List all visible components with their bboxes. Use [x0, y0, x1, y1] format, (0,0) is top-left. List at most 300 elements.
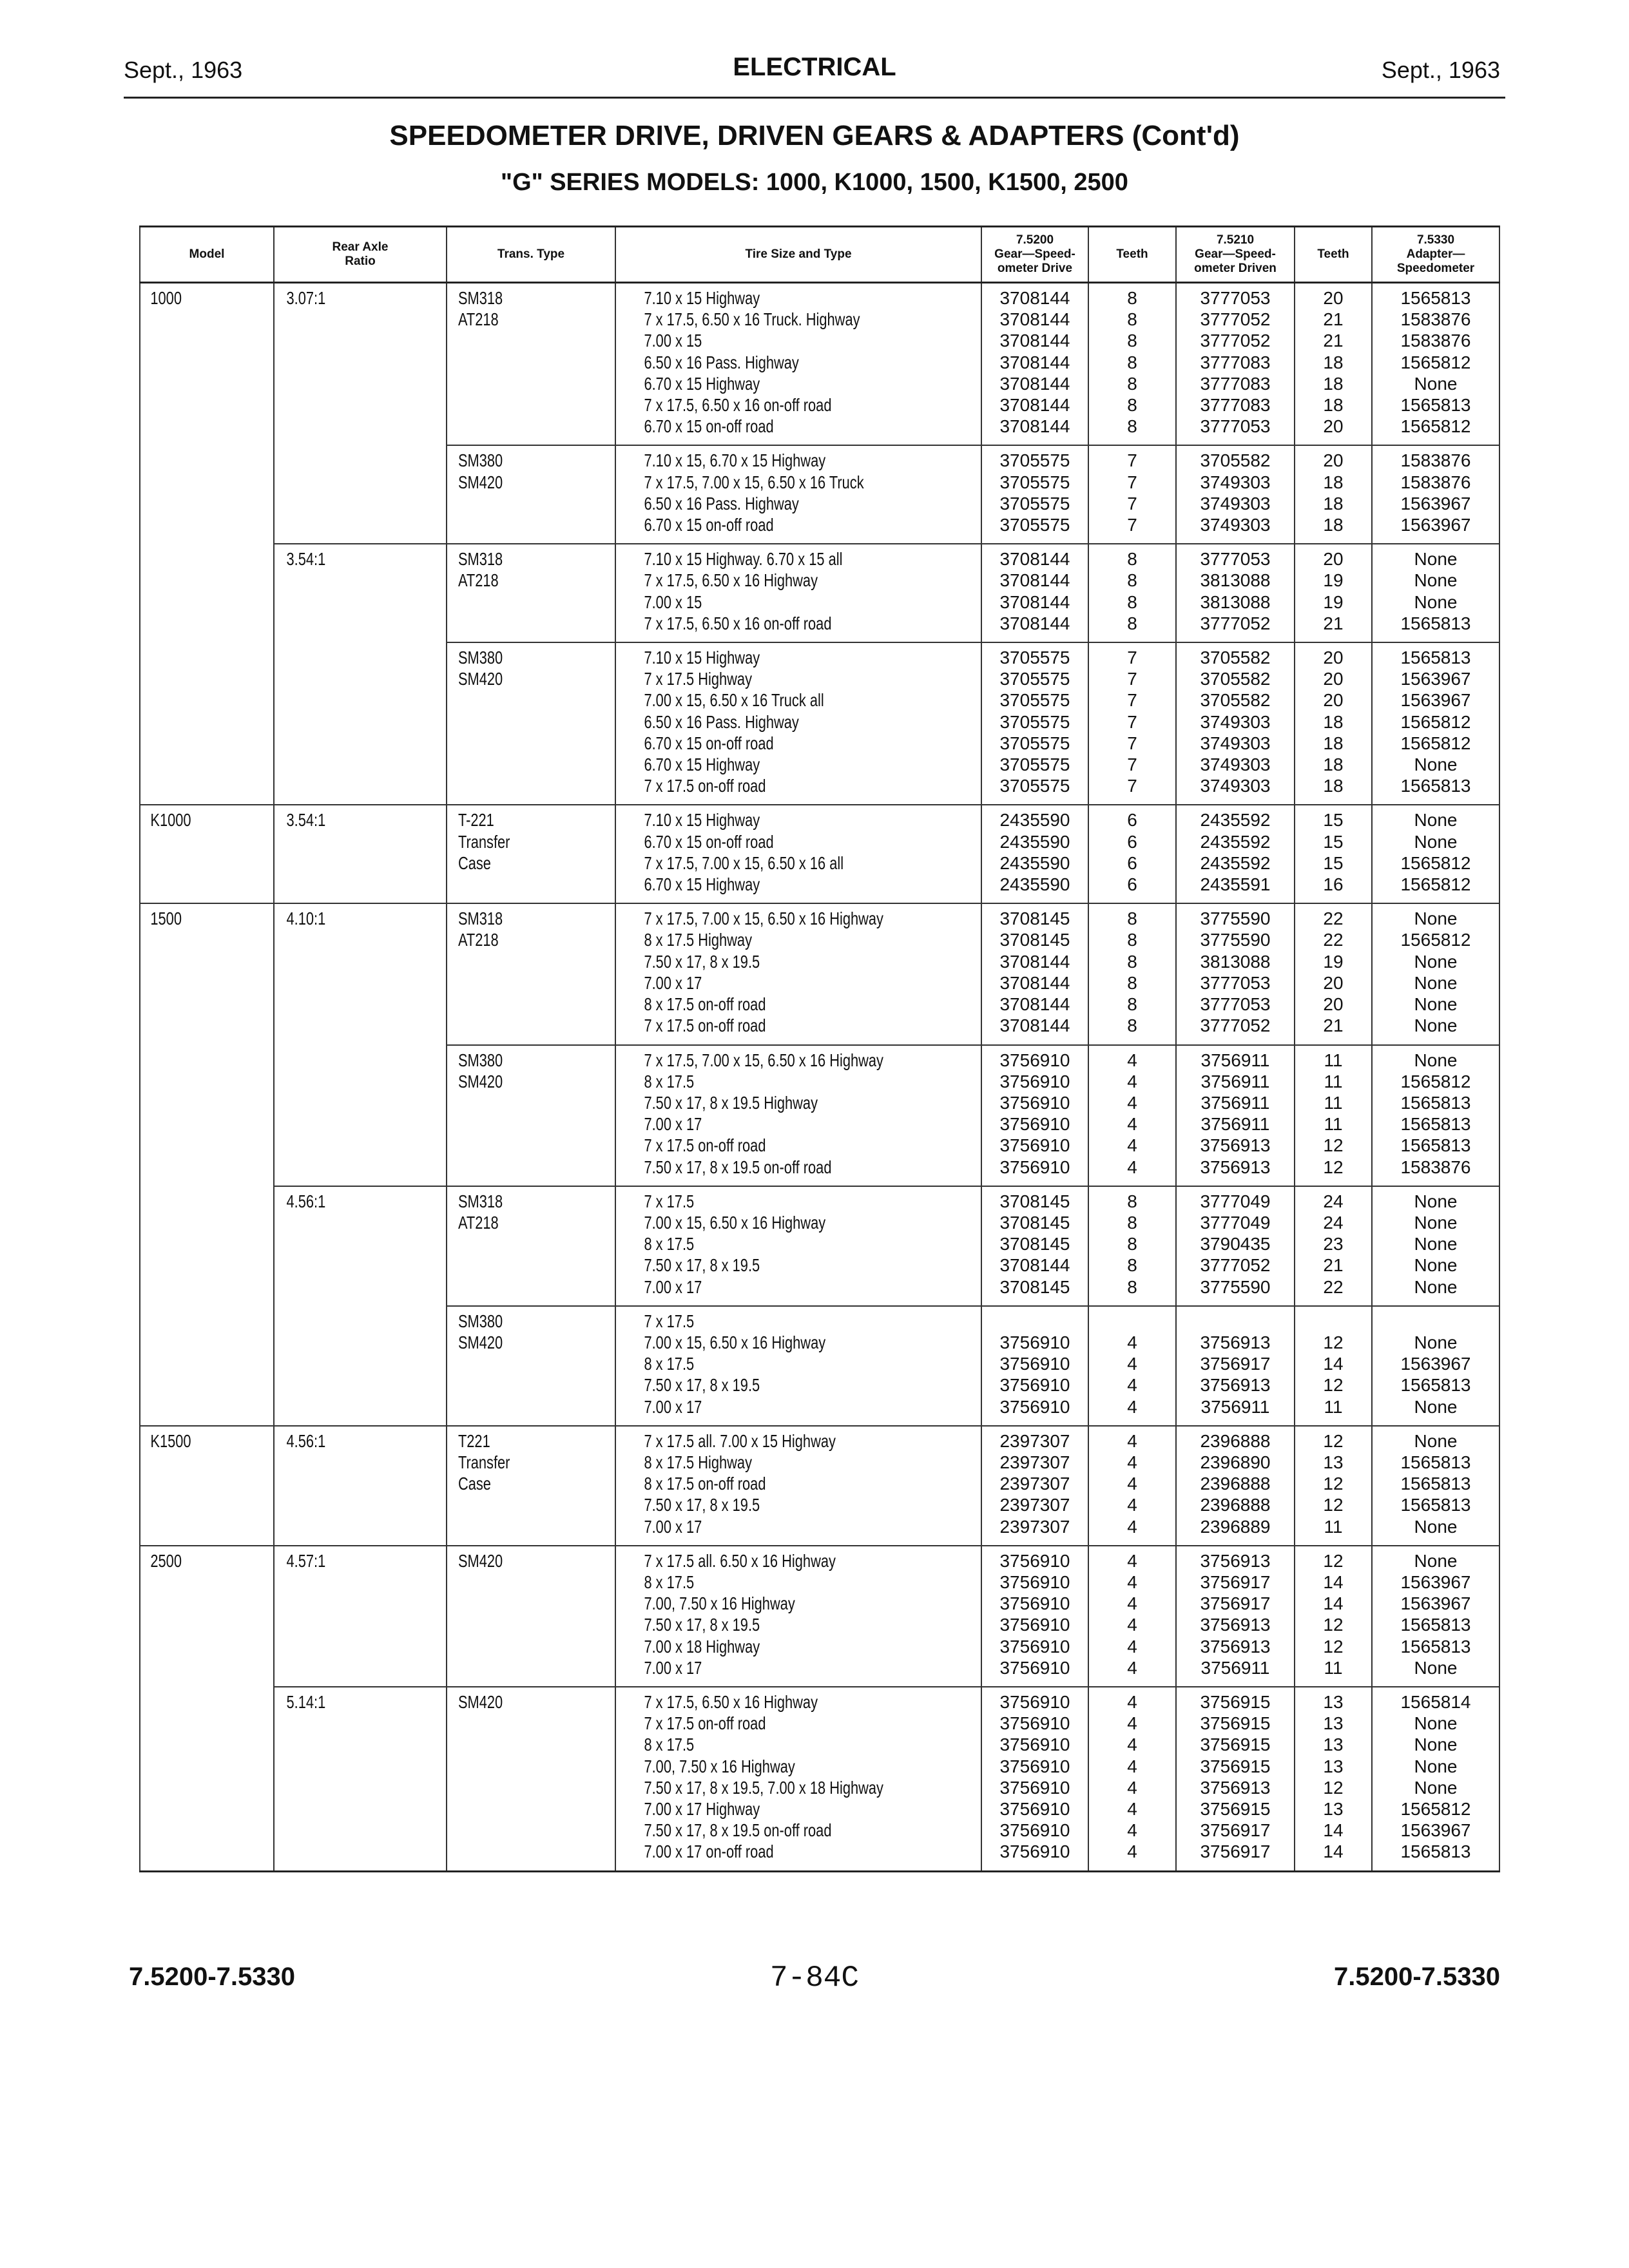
drive-value: 3708144: [999, 613, 1070, 633]
teeth2-value: 11: [1324, 1396, 1343, 1417]
ratio-value: 4.56:1: [286, 1191, 326, 1211]
drive-value: 3756910: [999, 1396, 1070, 1417]
drive-value: 2435590: [999, 852, 1070, 873]
driven-value: 3749303: [1200, 472, 1271, 492]
adapter-value: None: [1414, 1255, 1458, 1276]
adapter-value: 1563967: [1400, 515, 1471, 535]
cell-adapter: [1372, 1186, 1499, 1306]
adapter-value: None: [1414, 1212, 1458, 1233]
teeth1-value: 4: [1127, 1713, 1137, 1734]
drive-value: 3705575: [999, 472, 1070, 492]
driven-value: 2396890: [1200, 1452, 1271, 1472]
driven-value: 3749303: [1200, 493, 1271, 514]
driven-value: 3756913: [1200, 1550, 1271, 1571]
adapter-value: None: [1414, 373, 1458, 394]
teeth1-value: 4: [1127, 1396, 1137, 1417]
table-header-row: [140, 227, 1499, 283]
tires-value: 6.50 x 16 Pass. Highway: [644, 711, 799, 732]
drive-value: 3708144: [999, 416, 1070, 437]
cell-tires: [615, 1186, 901, 1306]
tires-value: 7 x 17.5: [644, 1311, 695, 1331]
tires-value: 7.10 x 15, 6.70 x 15 Highway: [644, 450, 826, 471]
teeth1-value: 4: [1127, 1430, 1137, 1451]
cell-tires: [615, 1546, 901, 1687]
drive-value: 3756910: [999, 1820, 1070, 1841]
cell-drive: [981, 1546, 1088, 1687]
adapter-value: None: [1414, 810, 1458, 831]
cell-teeth1: [1088, 1306, 1176, 1426]
tires-value: 6.50 x 16 Pass. Highway: [644, 352, 799, 372]
cell-ratio: [274, 544, 409, 642]
adapter-value: 1565813: [1400, 288, 1471, 308]
cell-trans: [447, 1186, 578, 1306]
model-value: 2500: [150, 1550, 182, 1571]
tires-value: 7 x 17.5 Highway: [644, 669, 753, 689]
tires-value: 7.50 x 17, 8 x 19.5 on-off road: [644, 1157, 832, 1177]
cell-teeth2: [1295, 1045, 1372, 1186]
adapter-value: 1565812: [1400, 852, 1471, 873]
cell-teeth2: [1295, 642, 1372, 805]
teeth1-value: 4: [1127, 1495, 1137, 1515]
cell-model: [140, 283, 244, 446]
driven-value: 3756917: [1200, 1820, 1271, 1841]
driven-value: 3775590: [1200, 908, 1271, 929]
teeth2-value: 12: [1323, 1375, 1344, 1396]
teeth1-value: 4: [1127, 1071, 1137, 1091]
adapter-value: None: [1414, 754, 1458, 775]
adapter-value: 1563967: [1400, 1820, 1471, 1841]
footer-right-code: 7.5200-7.5330: [1333, 1963, 1500, 1991]
adapter-value: 1565812: [1400, 416, 1471, 437]
adapter-value: 1565812: [1400, 1071, 1471, 1091]
cell-trans: [447, 1306, 578, 1426]
cell-teeth2: [1295, 1186, 1372, 1306]
drive-value: 3708144: [999, 1015, 1070, 1036]
driven-value: 3749303: [1200, 776, 1271, 796]
cell-model: [140, 544, 244, 642]
drive-value: 3756910: [999, 1114, 1070, 1135]
cell-model: [140, 1045, 244, 1186]
drive-value: 2435590: [999, 831, 1070, 852]
adapter-value: None: [1414, 1756, 1458, 1776]
teeth1-value: 8: [1127, 994, 1137, 1015]
cell-teeth2: [1295, 283, 1372, 446]
teeth1-value: 4: [1127, 1375, 1137, 1396]
adapter-value: 1565813: [1400, 1636, 1471, 1657]
model-value: [150, 449, 244, 470]
adapter-value: 1565813: [1400, 395, 1471, 416]
driven-value: 3775590: [1200, 1276, 1271, 1297]
tires-value: 6.70 x 15 Highway: [644, 874, 760, 895]
cell-adapter: [1372, 445, 1499, 544]
cell-drive: [981, 1186, 1088, 1306]
adapter-value: None: [1414, 1735, 1458, 1755]
driven-value: 3775590: [1200, 930, 1271, 950]
tires-value: 7.00 x 17: [644, 1516, 702, 1537]
table-row: [140, 805, 1499, 903]
drive-value: 3708144: [999, 994, 1070, 1015]
adapter-value: 1583876: [1400, 472, 1471, 492]
adapter-value: None: [1414, 908, 1458, 929]
drive-value: 3756910: [999, 1550, 1070, 1571]
cell-teeth1: [1088, 445, 1176, 544]
cell-driven: [1176, 903, 1295, 1044]
driven-value: 3756913: [1200, 1615, 1271, 1635]
teeth2-value: 15: [1323, 831, 1344, 852]
cell-ratio: [274, 1186, 409, 1306]
drive-value: 2435590: [999, 810, 1070, 831]
tires-value: 8 x 17.5: [644, 1354, 695, 1374]
adapter-value: None: [1414, 994, 1458, 1015]
table-row: [140, 903, 1499, 1044]
cell-drive: [981, 1045, 1088, 1186]
cell-teeth1: [1088, 1426, 1176, 1546]
cell-ratio: [274, 1687, 409, 1871]
driven-value: 3777052: [1200, 309, 1271, 330]
teeth2-value: 18: [1323, 776, 1344, 796]
tires-value: 7.10 x 15 Highway: [644, 648, 760, 668]
teeth2-value: 13: [1323, 1799, 1344, 1819]
drive-value: 3756910: [999, 1071, 1070, 1091]
driven-value: 3777053: [1200, 416, 1271, 437]
tires-value: 7.00 x 17: [644, 1276, 702, 1297]
drive-value: 3756910: [999, 1135, 1070, 1156]
trans-value: SM420: [458, 1550, 503, 1571]
teeth1-value: [1089, 1311, 1175, 1332]
teeth1-value: 8: [1127, 591, 1137, 612]
teeth2-value: 18: [1323, 352, 1344, 372]
teeth2-value: 12: [1323, 1430, 1344, 1451]
drive-value: 3756910: [999, 1657, 1070, 1678]
teeth2-value: 11: [1324, 1516, 1343, 1537]
tires-value: 7.00, 7.50 x 16 Highway: [644, 1593, 795, 1614]
teeth2-value: 14: [1323, 1571, 1344, 1592]
teeth2-value: 14: [1323, 1841, 1344, 1862]
drive-value: 3708145: [999, 1191, 1070, 1211]
driven-value: 3756913: [1200, 1135, 1271, 1156]
cell-ratio: [274, 1546, 409, 1687]
driven-value: 3756915: [1200, 1691, 1271, 1712]
drive-value: 3708144: [999, 972, 1070, 993]
trans-value: SM420: [458, 1071, 503, 1091]
drive-value: 3705575: [999, 690, 1070, 711]
adapter-value: None: [1414, 570, 1458, 591]
drive-value: 3708144: [999, 288, 1070, 308]
teeth2-value: 14: [1323, 1354, 1344, 1374]
trans-value: SM318: [458, 288, 503, 308]
drive-value: 3705575: [999, 754, 1070, 775]
driven-value: 3749303: [1200, 515, 1271, 535]
tires-value: 7.50 x 17, 8 x 19.5: [644, 1375, 760, 1396]
driven-value: 3756917: [1200, 1841, 1271, 1862]
drive-value: 3708145: [999, 1234, 1070, 1254]
cell-ratio: [274, 903, 409, 1044]
drive-value: 3756910: [999, 1841, 1070, 1862]
driven-value: 3756917: [1200, 1354, 1271, 1374]
drive-value: 2397307: [999, 1430, 1070, 1451]
drive-value: 3708144: [999, 549, 1070, 570]
adapter-value: 1565812: [1400, 930, 1471, 950]
driven-value: 3756911: [1200, 1657, 1270, 1678]
drive-value: 3705575: [999, 669, 1070, 689]
header-left-date: Sept., 1963: [124, 57, 243, 83]
model-value: 1500: [150, 908, 182, 929]
teeth2-value: 18: [1323, 395, 1344, 416]
drive-value: 3756910: [999, 1756, 1070, 1776]
teeth2-value: 20: [1323, 994, 1344, 1015]
teeth1-value: 7: [1127, 515, 1137, 535]
adapter-value: 1565813: [1400, 776, 1471, 796]
cell-trans: [447, 1426, 578, 1546]
drive-value: 3705575: [999, 733, 1070, 753]
driven-value: 3756915: [1200, 1799, 1271, 1819]
cell-tires: [615, 805, 901, 903]
cell-model: [140, 1306, 244, 1426]
trans-value: SM420: [458, 472, 503, 492]
teeth1-value: 7: [1127, 669, 1137, 689]
adapter-value: 1565812: [1400, 874, 1471, 895]
cell-drive: [981, 903, 1088, 1044]
teeth2-value: 20: [1323, 669, 1344, 689]
drive-value: 3756910: [999, 1799, 1070, 1819]
driven-value: 3777083: [1200, 395, 1271, 416]
adapter-value: None: [1414, 1276, 1458, 1297]
drive-value: 3756910: [999, 1777, 1070, 1798]
ratio-value: [287, 449, 409, 470]
col-header-drive-gear: 7.5200 Gear—Speed- ometer Drive: [981, 227, 1088, 283]
adapter-value: 1565813: [1400, 648, 1471, 668]
col-header-trans: Trans. Type: [447, 227, 615, 283]
teeth1-value: 8: [1127, 1234, 1137, 1254]
adapter-value: 1563967: [1400, 1571, 1471, 1592]
tires-value: 7 x 17.5, 6.50 x 16 Highway: [644, 1691, 818, 1712]
drive-value: 3756910: [999, 1157, 1070, 1177]
driven-value: 3813088: [1200, 570, 1271, 591]
driven-value: 3777053: [1200, 994, 1271, 1015]
cell-driven: [1176, 805, 1295, 903]
teeth2-value: 21: [1323, 613, 1344, 633]
cell-adapter: [1372, 1045, 1499, 1186]
drive-value: 3708144: [999, 395, 1070, 416]
cell-model: [140, 642, 244, 805]
teeth1-value: 7: [1127, 472, 1137, 492]
adapter-value: 1565813: [1400, 1375, 1471, 1396]
driven-value: 3777052: [1200, 1255, 1271, 1276]
tires-value: 7 x 17.5 all. 7.00 x 15 Highway: [644, 1430, 836, 1451]
teeth1-value: 4: [1127, 1550, 1137, 1571]
teeth2-value: 16: [1323, 874, 1344, 895]
driven-value: 2435592: [1200, 852, 1271, 873]
teeth1-value: 8: [1127, 930, 1137, 950]
tires-value: 7 x 17.5, 6.50 x 16 on-off road: [644, 613, 832, 633]
table-row: [140, 1426, 1499, 1546]
cell-teeth2: [1295, 805, 1372, 903]
teeth1-value: 7: [1127, 648, 1137, 668]
drive-value: 3708145: [999, 1212, 1070, 1233]
tires-value: 7 x 17.5, 7.00 x 15, 6.50 x 16 all: [644, 852, 844, 873]
col-header-tire: Tire Size and Type: [615, 227, 981, 283]
driven-value: 2396888: [1200, 1474, 1271, 1494]
teeth1-value: 8: [1127, 1212, 1137, 1233]
cell-adapter: [1372, 903, 1499, 1044]
tires-value: 7 x 17.5, 7.00 x 15, 6.50 x 16 Truck: [644, 472, 864, 492]
driven-value: 2435592: [1200, 810, 1271, 831]
teeth2-value: [1295, 1311, 1371, 1332]
trans-value: T221: [458, 1430, 490, 1451]
driven-value: 2396888: [1200, 1495, 1271, 1515]
drive-value: [982, 1311, 1088, 1332]
teeth1-value: 4: [1127, 1092, 1137, 1113]
teeth2-value: 13: [1323, 1691, 1344, 1712]
adapter-value: 1565812: [1400, 352, 1471, 372]
teeth2-value: 13: [1323, 1452, 1344, 1472]
teeth1-value: 7: [1127, 711, 1137, 732]
driven-value: 3777083: [1200, 373, 1271, 394]
cell-teeth1: [1088, 903, 1176, 1044]
ratio-value: 4.56:1: [286, 1430, 326, 1451]
teeth2-value: 23: [1323, 1234, 1344, 1254]
tires-value: 7.00 x 17 on-off road: [644, 1841, 774, 1862]
driven-value: 3756913: [1200, 1157, 1271, 1177]
ratio-value: 4.57:1: [286, 1550, 326, 1571]
adapter-value: 1583876: [1400, 450, 1471, 471]
teeth1-value: 4: [1127, 1841, 1137, 1862]
cell-adapter: [1372, 1687, 1499, 1871]
teeth1-value: 4: [1127, 1820, 1137, 1841]
tires-value: 7.00 x 18 Highway: [644, 1636, 760, 1657]
col-header-teeth-driven: Teeth: [1295, 227, 1372, 283]
driven-value: 3756913: [1200, 1332, 1271, 1352]
adapter-value: 1565813: [1400, 1135, 1471, 1156]
cell-tires: [615, 1426, 901, 1546]
teeth2-value: 18: [1323, 373, 1344, 394]
model-value: [150, 1691, 244, 1712]
drive-value: 2397307: [999, 1516, 1070, 1537]
teeth1-value: 4: [1127, 1615, 1137, 1635]
tires-value: 7.00, 7.50 x 16 Highway: [644, 1756, 795, 1776]
drive-value: 3705575: [999, 493, 1070, 514]
adapter-value: None: [1414, 549, 1458, 570]
cell-trans: [447, 283, 578, 446]
teeth2-value: 24: [1323, 1191, 1344, 1211]
cell-teeth1: [1088, 544, 1176, 642]
adapter-value: 1565814: [1400, 1691, 1471, 1712]
col-header-ratio: Rear Axle Ratio: [274, 227, 447, 283]
teeth2-value: 24: [1323, 1212, 1344, 1233]
teeth1-value: 8: [1127, 331, 1137, 351]
drive-value: 3708145: [999, 1276, 1070, 1297]
teeth1-value: 4: [1127, 1756, 1137, 1776]
page-title: SPEEDOMETER DRIVE, DRIVEN GEARS & ADAPTERS (Cont'd): [389, 120, 1240, 151]
driven-value: 3756911: [1200, 1114, 1270, 1135]
teeth2-value: 18: [1323, 733, 1344, 753]
adapter-value: None: [1414, 1713, 1458, 1734]
teeth1-value: 7: [1127, 754, 1137, 775]
trans-value: AT218: [458, 930, 499, 950]
teeth1-value: 4: [1127, 1691, 1137, 1712]
cell-teeth2: [1295, 1426, 1372, 1546]
adapter-value: None: [1414, 1430, 1458, 1451]
table-row: [140, 544, 1499, 642]
teeth1-value: 6: [1127, 831, 1137, 852]
teeth2-value: 19: [1323, 591, 1344, 612]
adapter-value: 1565813: [1400, 1092, 1471, 1113]
trans-value: SM420: [458, 1691, 503, 1712]
drive-value: 3705575: [999, 450, 1070, 471]
teeth2-value: 12: [1323, 1135, 1344, 1156]
model-value: [150, 646, 244, 668]
tires-value: 6.70 x 15 on-off road: [644, 416, 774, 437]
col-header-adapter: 7.5330 Adapter— Speedometer: [1372, 227, 1499, 283]
teeth2-value: 20: [1323, 690, 1344, 711]
teeth1-value: 8: [1127, 549, 1137, 570]
cell-teeth1: [1088, 1186, 1176, 1306]
col-header-driven-gear: 7.5210 Gear—Speed- ometer Driven: [1176, 227, 1295, 283]
tires-value: 7 x 17.5, 6.50 x 16 Highway: [644, 570, 818, 591]
cell-model: [140, 1426, 244, 1546]
cell-adapter: [1372, 1426, 1499, 1546]
cell-adapter: [1372, 283, 1499, 446]
teeth1-value: 8: [1127, 288, 1137, 308]
tires-value: 7 x 17.5 on-off road: [644, 776, 766, 796]
adapter-value: None: [1414, 1516, 1458, 1537]
teeth1-value: 6: [1127, 810, 1137, 831]
table-body: [140, 283, 1499, 1872]
tires-value: 7 x 17.5, 6.50 x 16 Truck. Highway: [644, 309, 860, 330]
table-row: [140, 1186, 1499, 1306]
cell-drive: [981, 805, 1088, 903]
ratio-value: 5.14:1: [286, 1691, 326, 1712]
teeth2-value: 15: [1323, 852, 1344, 873]
trans-value: SM380: [458, 1050, 503, 1070]
driven-value: 3777052: [1200, 331, 1271, 351]
teeth1-value: 8: [1127, 395, 1137, 416]
table-row: [140, 1306, 1499, 1426]
driven-value: 3756911: [1200, 1092, 1270, 1113]
cell-model: [140, 445, 244, 544]
teeth2-value: 18: [1323, 711, 1344, 732]
drive-value: 3708145: [999, 930, 1070, 950]
tires-value: 7.50 x 17, 8 x 19.5: [644, 1615, 760, 1635]
cell-trans: [447, 1546, 578, 1687]
teeth1-value: 4: [1127, 1114, 1137, 1135]
driven-value: 2396889: [1200, 1516, 1271, 1537]
table-row: [140, 1687, 1499, 1871]
teeth2-value: 12: [1323, 1777, 1344, 1798]
cell-teeth2: [1295, 1687, 1372, 1871]
teeth1-value: 8: [1127, 908, 1137, 929]
teeth2-value: 14: [1323, 1820, 1344, 1841]
adapter-value: [1373, 1311, 1499, 1332]
drive-value: 2397307: [999, 1474, 1070, 1494]
tires-value: 7.00 x 17: [644, 1396, 702, 1417]
teeth2-value: 12: [1323, 1636, 1344, 1657]
driven-value: 3756917: [1200, 1571, 1271, 1592]
teeth2-value: 12: [1323, 1615, 1344, 1635]
teeth2-value: 12: [1323, 1495, 1344, 1515]
driven-value: 3756913: [1200, 1375, 1271, 1396]
drive-value: 3708145: [999, 908, 1070, 929]
cell-drive: [981, 1426, 1088, 1546]
teeth1-value: 8: [1127, 972, 1137, 993]
adapter-value: None: [1414, 972, 1458, 993]
teeth2-value: 12: [1323, 1474, 1344, 1494]
teeth1-value: 4: [1127, 1332, 1137, 1352]
ratio-value: [287, 1310, 409, 1331]
trans-value: Case: [458, 852, 491, 873]
tires-value: 7.00 x 17: [644, 972, 702, 993]
tires-value: 8 x 17.5 on-off road: [644, 994, 766, 1015]
